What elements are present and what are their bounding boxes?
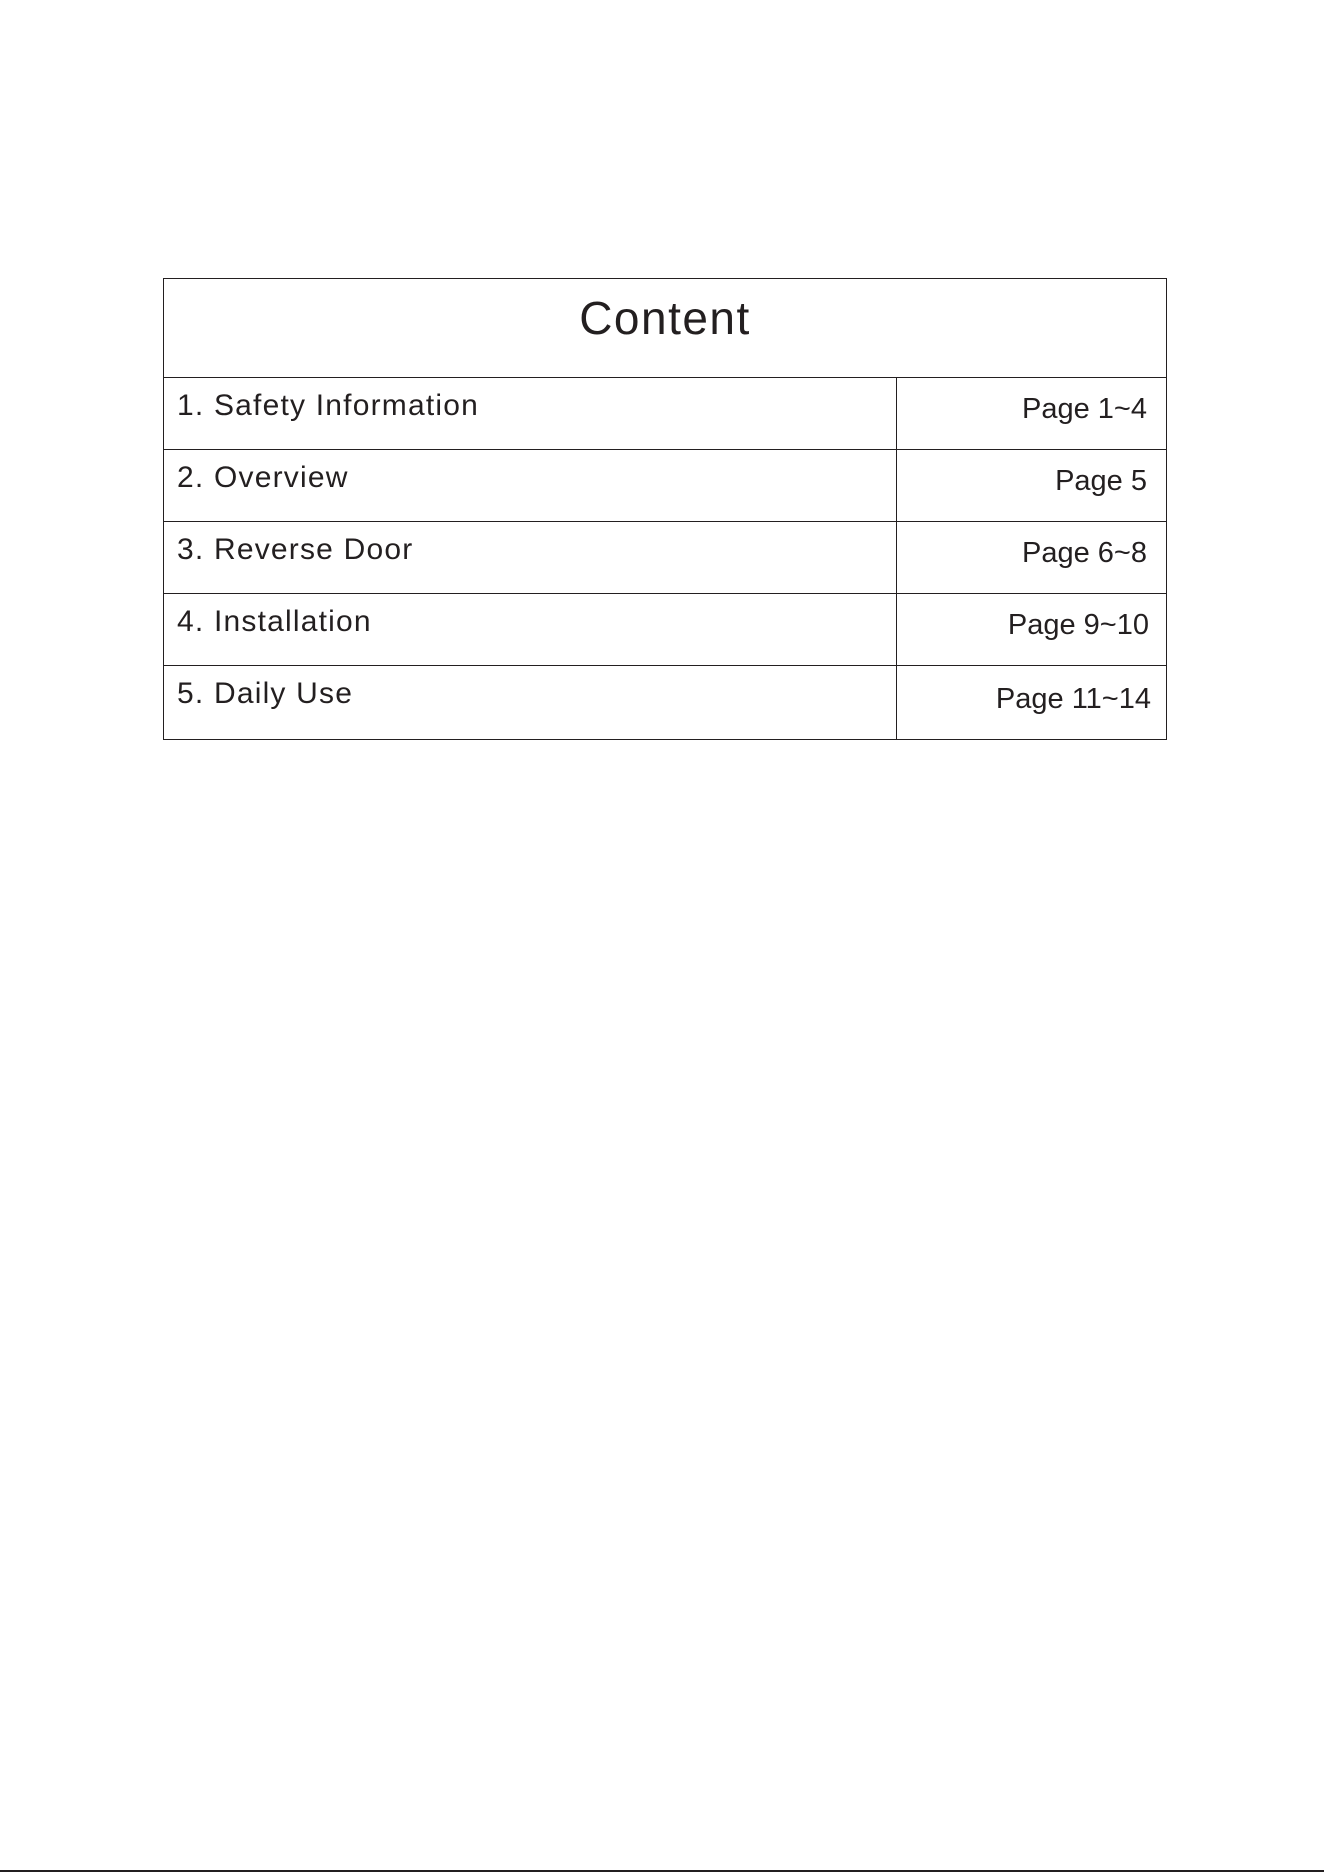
- contents-row-reverse-door: [164, 522, 1166, 594]
- section-page-range: Page 1~4: [1022, 393, 1147, 425]
- section-title: 4. Installation: [164, 594, 897, 665]
- section-page-range: Page 5: [1055, 465, 1147, 497]
- section-title: 2. Overview: [164, 450, 897, 521]
- section-page-range: Page 11~14: [995, 683, 1151, 715]
- contents-row-daily-use: [164, 666, 1166, 739]
- contents-row-safety-information: [164, 378, 1166, 450]
- section-page-range: Page 6~8: [1022, 537, 1147, 569]
- contents-header: [164, 279, 1166, 378]
- contents-table: [163, 278, 1167, 740]
- section-page-range: Page 9~10: [1007, 609, 1149, 641]
- section-title: 3. Reverse Door: [164, 522, 897, 593]
- contents-title: Content: [579, 292, 751, 344]
- contents-row-overview: [164, 450, 1166, 522]
- section-title: 5. Daily Use: [164, 666, 897, 739]
- section-title: 1. Safety Information: [164, 378, 897, 449]
- contents-row-installation: [164, 594, 1166, 666]
